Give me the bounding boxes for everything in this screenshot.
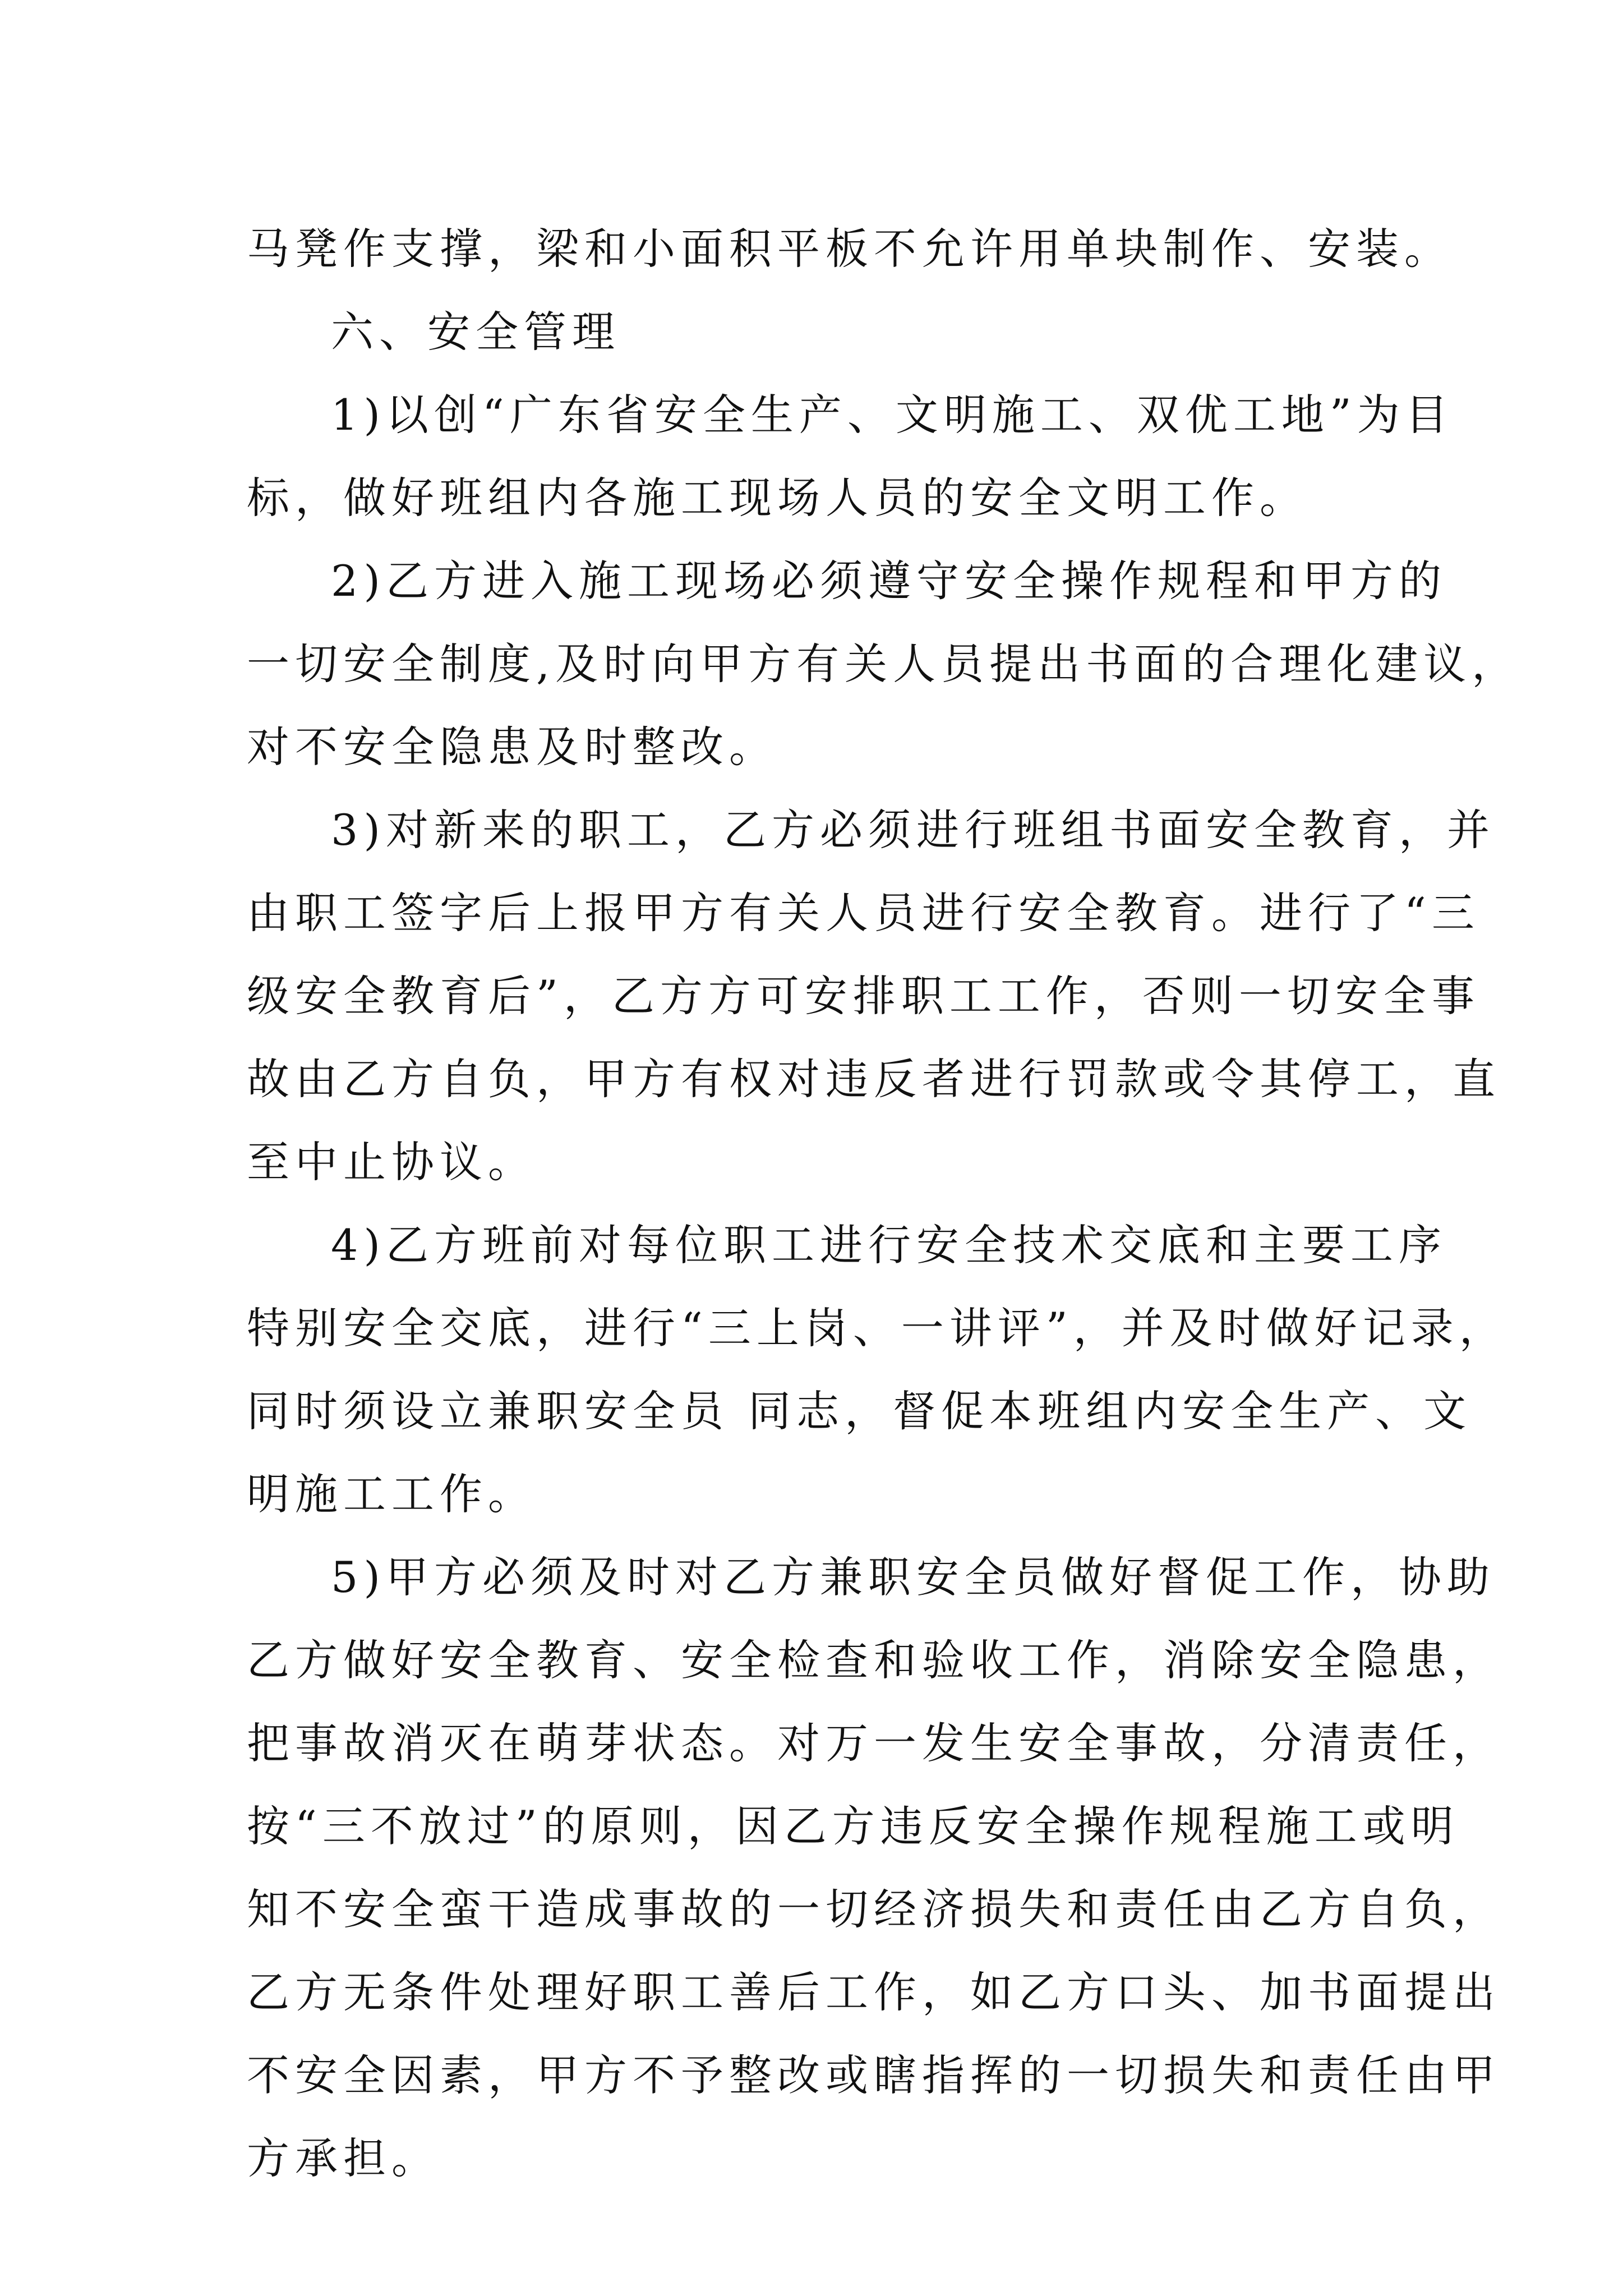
text-line: 4)乙方班前对每位职工进行安全技术交底和主要工序 (331, 1220, 1447, 1270)
document-body (247, 208, 1520, 2200)
text-line: 一切安全制度,及时向甲方有关人员提出书面的合理化建议， (247, 639, 1520, 689)
section-heading: 六、安全管理 (331, 307, 620, 357)
text-line: 知不安全蛮干造成事故的一切经济损失和责任由乙方自负， (247, 1884, 1501, 1934)
text-line: 3)对新来的职工，乙方必须进行班组书面安全教育，并 (331, 805, 1496, 855)
text-line: 马凳作支撑，梁和小面积平板不允许用单块制作、安装。 (247, 224, 1453, 274)
text-line: 乙方做好安全教育、安全检查和验收工作，消除安全隐患， (247, 1635, 1501, 1685)
text-line: 把事故消灭在萌芽状态。对万一发生安全事故，分清责任， (247, 1718, 1501, 1768)
text-line: 对不安全隐患及时整改。 (247, 722, 777, 772)
text-line: 方承担。 (247, 2133, 440, 2183)
text-line: 故由乙方自负，甲方有权对违反者进行罚款或令其停工，直 (247, 1054, 1501, 1104)
text-line: 5)甲方必须及时对乙方兼职安全员做好督促工作，协助 (331, 1552, 1496, 1602)
text-line: 同时须设立兼职安全员 同志，督促本班组内安全生产、文 (247, 1386, 1472, 1436)
text-line: 特别安全交底，进行“三上岗、一讲评”，并及时做好记录， (247, 1303, 1507, 1353)
text-line: 按“三不放过”的原则，因乙方违反安全操作规程施工或明 (247, 1801, 1459, 1851)
text-line: 不安全因素，甲方不予整改或瞎指挥的一切损失和责任由甲 (247, 2050, 1501, 2100)
text-line: 乙方无条件处理好职工善后工作，如乙方口头、加书面提出 (247, 1967, 1501, 2017)
text-line: 至中止协议。 (247, 1137, 536, 1187)
text-line: 2)乙方进入施工现场必须遵守安全操作规程和甲方的 (331, 556, 1447, 606)
text-line: 标，做好班组内各施工现场人员的安全文明工作。 (247, 473, 1308, 523)
text-line: 明施工工作。 (247, 1469, 536, 1519)
text-line: 1)以创“广东省安全生产、文明施工、双优工地”为目 (331, 390, 1454, 440)
text-line: 级安全教育后”，乙方方可安排职工工作，否则一切安全事 (247, 971, 1480, 1021)
text-line: 由职工签字后上报甲方有关人员进行安全教育。进行了“三 (247, 888, 1480, 938)
